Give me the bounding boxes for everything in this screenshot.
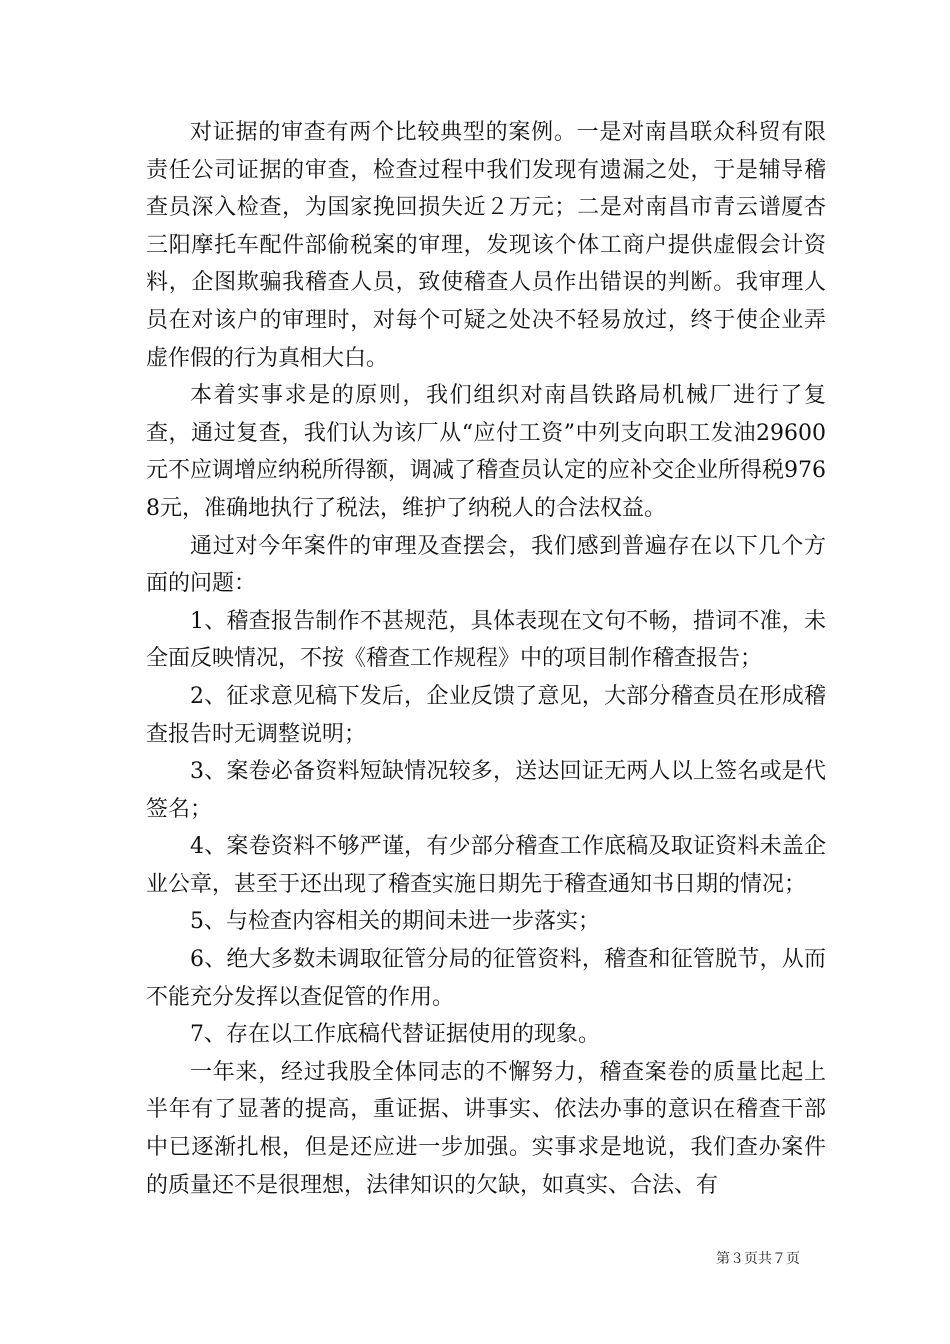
issue-item: 4、案卷资料不够严谨，有少部分稽查工作底稿及取证资料未盖企业公章，甚至于还出现了稽查实施日期先于稽查通知书日期的情况； xyxy=(146,834,826,897)
document-body xyxy=(146,114,826,1204)
page-number: 第３页共７页 xyxy=(716,1251,800,1267)
paragraph-review-principle: 本着实事求是的原则，我们组织对南昌铁路局机械厂进行了复查，通过复查，我们认为该厂从“应付工资”中列支向职工发油29600元不应调增应纳税所得额，调减了稽查员认定的应补交企业所得税9768元，准确地执行了税法，维护了纳税人的合法权益。 xyxy=(146,383,826,521)
issue-item: 7、存在以工作底稿代替证据使用的现象。 xyxy=(190,1022,600,1048)
issue-item: 2、征求意见稿下发后，企业反馈了意见，大部分稽查员在形成稽查报告时无调整说明； xyxy=(146,683,826,747)
paragraph-problems-intro: 通过对今年案件的审理及查摆会，我们感到普遍存在以下几个方面的问题： xyxy=(146,533,826,597)
paragraph-evidence-cases: 对证据的审查有两个比较典型的案例。一是对南昌联众科贸有限责任公司证据的审查，检查过程中我们发现有遗漏之处，于是辅导稽查员深入检查，为国家挽回损失近２万元；二是对南昌市青云谱厦杏三阳摩托车配件部偷税案的审理，发现该个体工商户提供虚假会计资料，企图欺骗我稽查人员，致使稽查人员作出错误的判断。我审理人员在对该户的审理时，对每个可疑之处决不轻易放过，终于使企业弄虚作假的行为真相大白。 xyxy=(146,120,826,371)
issue-item: 5、与检查内容相关的期间未进一步落实； xyxy=(190,909,600,935)
issue-item: 1、稽查报告制作不甚规范，具体表现在文句不畅，措词不准，未全面反映情况，不按《稽查工作规程》中的项目制作稽查报告； xyxy=(146,608,826,672)
issue-item: 6、绝大多数未调取征管分局的征管资料，稽查和征管脱节，从而不能充分发挥以查促管的作用。 xyxy=(146,947,826,1010)
paragraph-closing: 一年来，经过我股全体同志的不懈努力，稽查案卷的质量比起上半年有了显著的提高，重证据、讲事实、依法办事的意识在稽查干部中已逐渐扎根，但是还应进一步加强。实事求是地说，我们查办案件的质量还不是很理想，法律知识的欠缺，如真实、合法、有 xyxy=(146,1059,826,1198)
issue-item: 3、案卷必备资料短缺情况较多，送达回证无两人以上签名或是代签名； xyxy=(146,759,826,822)
